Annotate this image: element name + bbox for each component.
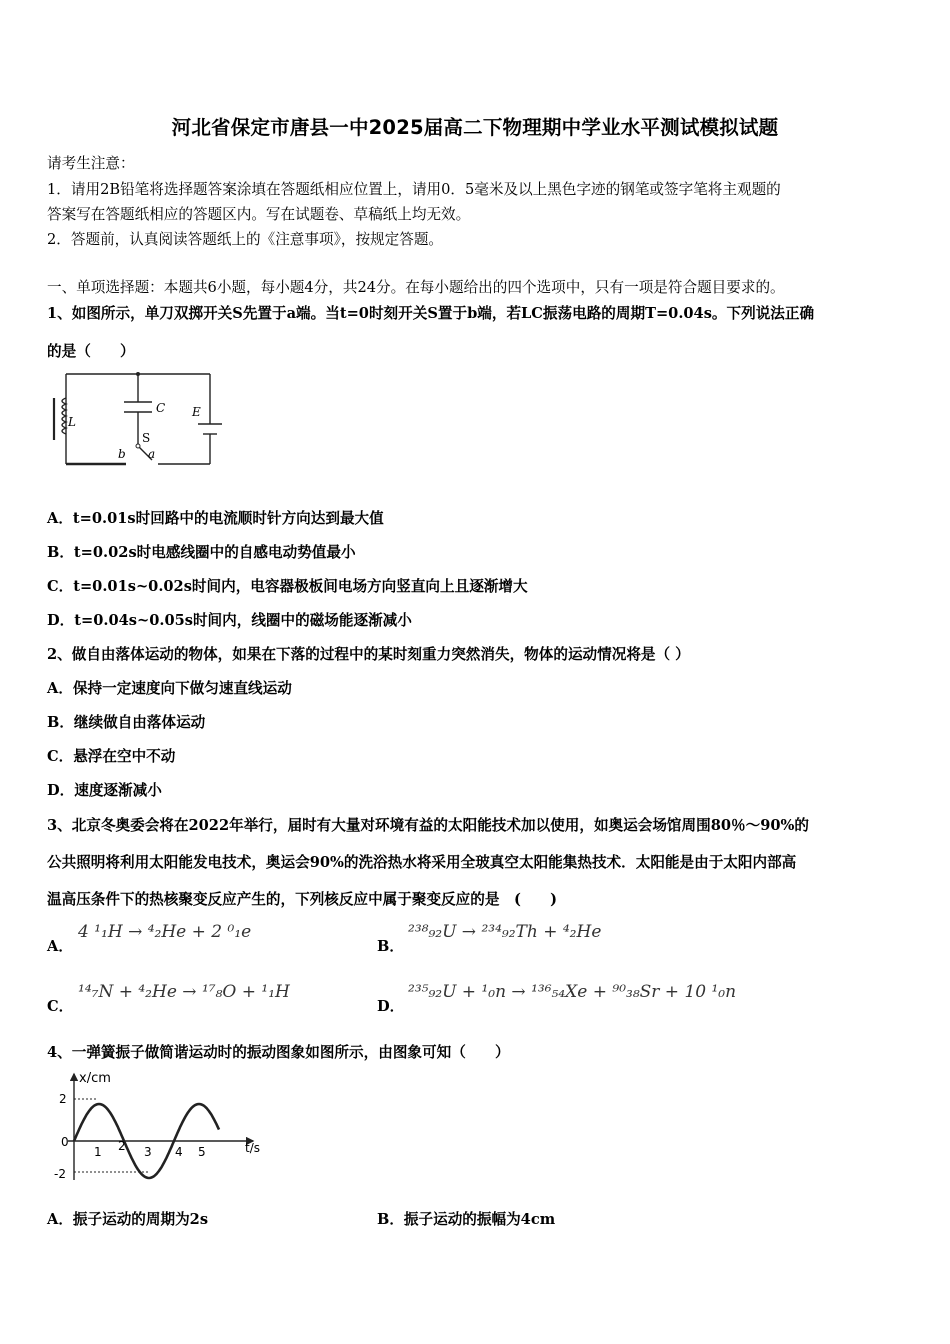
y-tick-neg2: -2 [54,1167,66,1181]
q3-formula-c: ¹⁴₇N + ⁴₂He → ¹⁷₈O + ¹₁H [78,982,290,1002]
lc-circuit-diagram [48,368,228,468]
page-title: 河北省保定市唐县一中2025届高二下物理期中学业水平测试模拟试题 [171,116,779,139]
q3-option-c-label: C． [47,998,74,1015]
label-C: C [156,401,166,415]
q2-option-c: C．悬浮在空中不动 [47,748,176,765]
q3-stem-cont-1: 公共照明将利用太阳能发电技术，奥运会90%的洗浴热水将采用全玻真空太阳能集热技术．太阳能是由于太阳内部高 [47,854,797,871]
section-heading: 一、单项选择题：本题共6小题，每小题4分，共24分。在每小题给出的四个选项中，只有一项是符合题目要求的。 [47,279,785,296]
q4-option-a: A．振子运动的周期为2s [47,1211,209,1228]
q4-stem: 4、一弹簧振子做简谐运动时的振动图象如图所示，由图象可知（ ） [47,1044,510,1061]
q3-stem: 3、北京冬奥委会将在2022年举行，届时有大量对环境有益的太阳能技术加以使用，如奥运会场馆周围80％～90%的 [47,817,809,834]
x-axis-label: t/s [245,1141,260,1155]
notice-item-2: 2．答题前，认真阅读答题纸上的《注意事项》，按规定答题。 [47,231,444,248]
q4-option-b: B．振子运动的振幅为4cm [377,1211,556,1228]
notice-item-1-cont: 答案写在答题纸相应的答题区内。写在试题卷、草稿纸上均无效。 [47,206,471,223]
label-E: E [192,405,201,419]
q1-stem-cont: 的是（ ） [47,343,135,360]
label-b: b [118,447,126,461]
x-tick-1: 1 [94,1145,102,1159]
x-tick-2: 2 [118,1139,126,1153]
q2-stem: 2、做自由落体运动的物体，如果在下落的过程中的某时刻重力突然消失，物体的运动情况将是（ ） [47,646,690,663]
q3-option-d-label: D． [377,998,405,1015]
q2-option-b: B．继续做自由落体运动 [47,714,206,731]
x-tick-3: 3 [144,1145,152,1159]
q2-option-d: D．速度逐渐减小 [47,782,162,799]
q1-option-d: D．t=0.04s~0.05s时间内，线圈中的磁场能逐渐减小 [47,612,412,629]
y-axis-label: x/cm [79,1071,111,1086]
x-tick-5: 5 [198,1145,206,1159]
label-a: a [148,447,156,461]
q3-option-b-label: B． [377,938,404,955]
q1-option-b: B．t=0.02s时电感线圈中的自感电动势值最小 [47,544,356,561]
y-tick-0: 0 [61,1135,69,1149]
q3-option-a-label: A． [47,938,73,955]
label-S: S [142,431,151,445]
q3-stem-cont-2: 温高压条件下的热核聚变反应产生的，下列核反应中属于聚变反应的是 ( ) [47,891,558,908]
q2-option-a: A．保持一定速度向下做匀速直线运动 [47,680,292,697]
notice-item-1: 1．请用2B铅笔将选择题答案涂填在答题纸相应位置上，请用0．5毫米及以上黑色字迹的钢笔或签字笔将主观题的 [47,181,781,198]
q3-formula-a: 4 ¹₁H → ⁴₂He + 2 ⁰₁e [78,922,252,942]
y-tick-2: 2 [59,1092,67,1106]
q1-stem: 1、如图所示，单刀双掷开关S先置于a端。当t=0时刻开关S置于b端，若LC振荡电路的周期T=0.04s。下列说法正确 [47,305,815,322]
q3-formula-b: ²³⁸₉₂U → ²³⁴₉₂Th + ⁴₂He [408,922,602,942]
x-tick-4: 4 [175,1145,183,1159]
q3-formula-d: ²³⁵₉₂U + ¹₀n → ¹³⁶₅₄Xe + ⁹⁰₃₈Sr + 10 ¹₀n [408,982,737,1002]
q1-option-a: A．t=0.01s时回路中的电流顺时针方向达到最大值 [47,510,384,527]
vibration-graph [48,1068,273,1188]
label-L: L [68,415,76,429]
q1-option-c: C．t=0.01s~0.02s时间内，电容器极板间电场方向竖直向上且逐渐增大 [47,578,528,595]
notice-heading: 请考生注意： [47,155,135,172]
